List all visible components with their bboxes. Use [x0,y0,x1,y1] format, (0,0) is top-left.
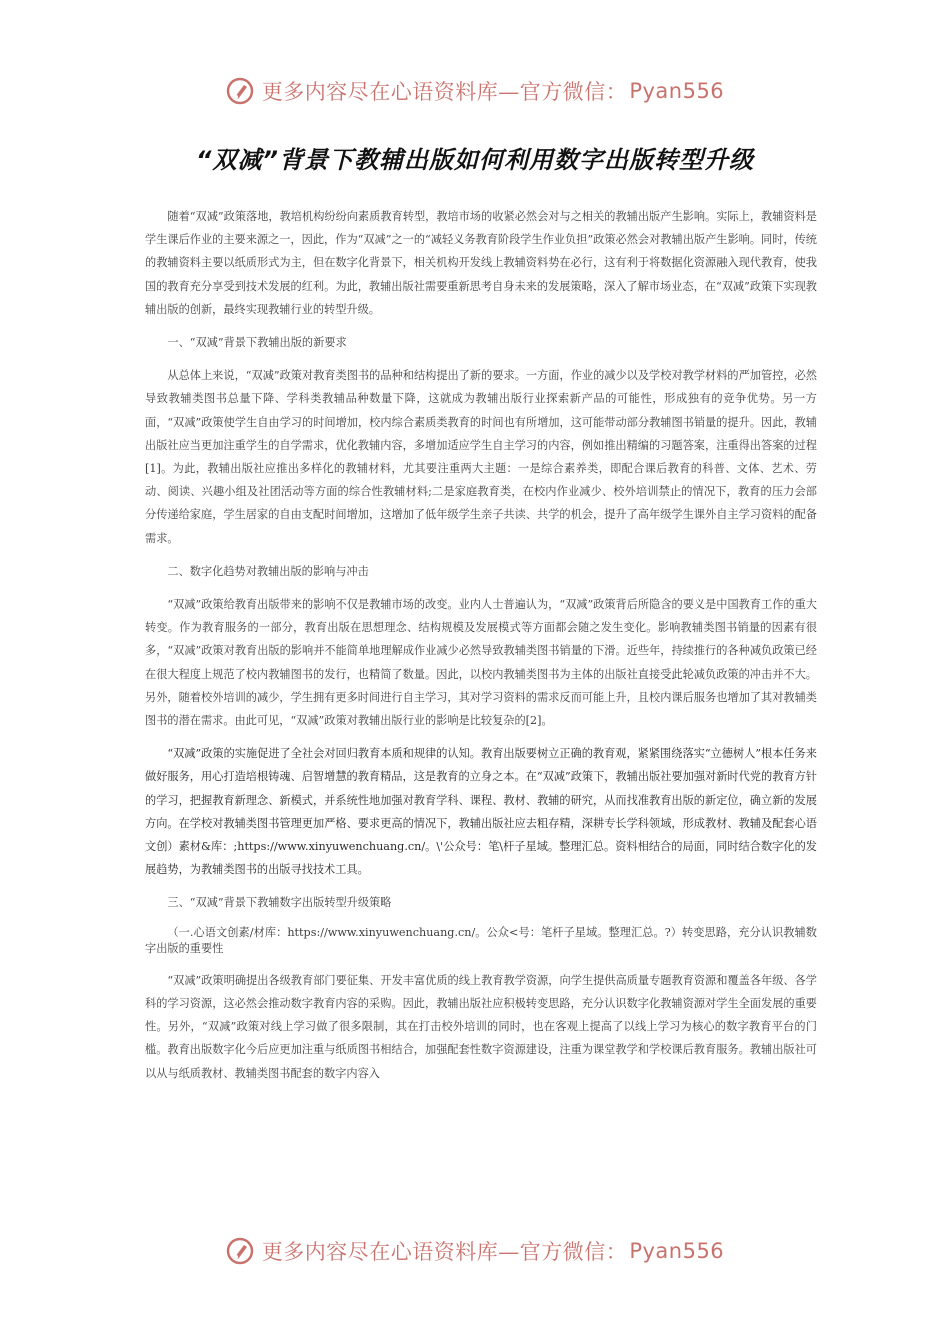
banner-handle: Pyan556 [629,79,725,103]
section-heading-3: 三、“双减”背景下教辅数字出版转型升级策略 [167,896,392,910]
footer-banner [0,1236,950,1266]
paragraph-section-3: “双减”政策明确提出各级教育部门要征集、开发丰富优质的线上教育教学资源，向学生提供高质量专题教育资源和覆盖各年级、各学科的学习资源，这必然会推动数字教育内容的采购。因此，教辅出版社应积极转变思路，充分认识数字化教辅资源对学生全面发展的重要性。另外，“双减”政策对线上学习做了很多限制，其在打击校外培训的同时，也在客观上提高了以线上学习为核心的数字教育平台的门槛。教育出版数字化今后应更加注重与纸质图书相结合，加强配套性数字资源建设，注重为课堂教学和学校课后教育服务。教辅出版社可以从与纸质教材、教辅类图书配套的数字内容入 [145,973,817,1080]
paragraph-section-1: 从总体上来说，“双减”政策对教育类图书的品种和结构提出了新的要求。一方面，作业的减少以及学校对教学材料的严加管控，必然导致教辅类图书总量下降、学科类教辅品种数量下降，这就成为教辅出版行业探索新产品的可能性，形成独有的竞争优势。另一方面，“双减”政策使学生自由学习的时间增加，校内综合素质类教育的时间也有所增加，这可能带动部分教辅图书销量的提升。因此，教辅出版社应当更加注重学生的自学需求，优化教辅内容，多增加适应学生自主学习的内容，例如推出精编的习题答案，注重得出答案的过程[1]。为此，教辅出版社应推出多样化的教辅材料，尤其要注重两大主题：一是综合素养类，即配合课后教育的科普、文体、艺术、劳动、阅读、兴趣小组及社团活动等方面的综合性教辅材料;二是家庭教育类，在校内作业减少、校外培训禁止的情况下，教育的压力会部分传递给家庭，学生居家的自由支配时间增加，这增加了低年级学生亲子共读、共学的机会，提升了高年级学生课外自主学习资料的配备需求。 [145,369,817,545]
banner-text: 更多内容尽在心语资料库—官方微信： [261,1240,628,1264]
pen-logo-icon [226,1237,254,1265]
page-title: “双减”背景下教辅出版如何利用数字出版转型升级 [196,146,754,174]
section-heading-2: 二、数字化趋势对教辅出版的影响与冲击 [167,564,369,578]
section-heading-1: 一、“双减”背景下教辅出版的新要求 [167,336,347,350]
banner-handle: Pyan556 [629,1239,725,1263]
pen-logo-icon [226,77,254,105]
header-banner [0,76,950,106]
paragraph-section-2b: “双减”政策的实施促进了全社会对回归教育本质和规律的认知。教育出版要树立正确的教育观，紧紧围绕落实“立德树人”根本任务来做好服务，用心打造培根铸魂、启智增慧的教育精品，这是教育的立身之本。在“双减”政策下，教辅出版社要加强对新时代党的教育方针的学习，把握教育新理念、新模式，并系统性地加强对教育学科、课程、教材、教辅的研究，从而找准教育出版的新定位，确立新的发展方向。在学校对教辅类图书管理更加严格、要求更高的情况下，教辅出版社应去粗存精，深耕专长学科领域，形成教材、教辅及配套心语文创）素材&库：;https://www.xinyuwenchuang.cn/。\'公众号：笔\杆子星域。整理汇总。资料相结合的局面，同时结合数字化的发展趋势，为教辅类图书的出版寻找技术工具。 [145,747,817,877]
subsection-heading-3-1: （一.心语文创素/材库：https://www.xinyuwenchuang.cn/。公众<号：笔杆子星域。整理汇总。?）转变思路，充分认识教辅数字出版的重要性 [145,925,817,955]
paragraph-intro: 随着“双减”政策落地，教培机构纷纷向素质教育转型，教培市场的收紧必然会对与之相关的教辅出版产生影响。实际上，教辅资料是学生课后作业的主要来源之一，因此，作为“双减”之一的“减轻义务教育阶段学生作业负担”政策必然会对教辅出版产生影响。同时，传统的教辅资料主要以纸质形式为主，但在数字化背景下，相关机构开发线上教辅资料势在必行，这有利于将数据化资源融入现代教育，使我国的教育充分享受到技术发展的红利。为此，教辅出版社需要重新思考自身未来的发展策略，深入了解市场业态，在“双减”政策下实现教辅出版的创新，最终实现教辅行业的转型升级。 [145,210,817,316]
banner-text: 更多内容尽在心语资料库—官方微信： [261,80,628,104]
article-body [145,205,817,1095]
paragraph-section-2a: “双减”政策给教育出版带来的影响不仅是教辅市场的改变。业内人士普遍认为，“双减”政策背后所隐含的要义是中国教育工作的重大转变。作为教育服务的一部分，教育出版在思想理念、结构规模及发展模式等方面都会随之发生变化。影响教辅类图书销量的因素有很多，“双减”政策对教育出版的影响并不能简单地理解成作业减少必然导致教辅类图书销量的下滑。近些年，持续推行的各种减负政策已经在很大程度上规范了校内教辅图书的发行，也精简了数量。因此，以校内教辅类图书为主体的出版社直接受此轮减负政策的冲击并不大。另外，随着校外培训的减少，学生拥有更多时间进行自主学习，其对学习资料的需求反而可能上升，且校内课后服务也增加了其对教辅类图书的潜在需求。由此可见，“双减”政策对教辅出版行业的影响是比较复杂的[2]。 [145,598,817,728]
